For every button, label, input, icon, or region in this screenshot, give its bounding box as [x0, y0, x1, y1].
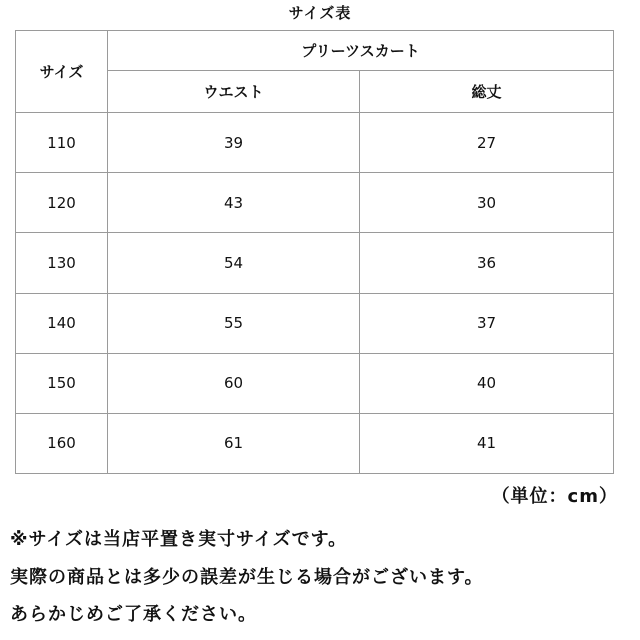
length-header: 総丈 — [360, 71, 614, 113]
length-cell: 30 — [360, 173, 614, 233]
waist-header: ウエスト — [108, 71, 360, 113]
table-row — [16, 413, 614, 473]
table-header-row — [16, 31, 614, 71]
size-header: サイズ — [16, 31, 108, 113]
note-line: あらかじめご了承ください。 — [10, 604, 257, 625]
waist-cell: 43 — [108, 173, 360, 233]
waist-cell: 55 — [108, 293, 360, 353]
size-cell: 130 — [16, 233, 108, 293]
waist-cell: 39 — [108, 113, 360, 173]
size-cell: 160 — [16, 413, 108, 473]
waist-cell: 61 — [108, 413, 360, 473]
table-row — [16, 113, 614, 173]
waist-cell: 54 — [108, 233, 360, 293]
table-row — [16, 293, 614, 353]
group-header: プリーツスカート — [108, 31, 614, 71]
length-cell: 41 — [360, 413, 614, 473]
table-row — [16, 173, 614, 233]
table-row — [16, 353, 614, 413]
length-cell: 27 — [360, 113, 614, 173]
waist-cell: 60 — [108, 353, 360, 413]
size-table — [15, 30, 614, 474]
note-line: ※サイズは当店平置き実寸サイズです。 — [10, 529, 348, 550]
size-cell: 120 — [16, 173, 108, 233]
size-cell: 140 — [16, 293, 108, 353]
length-cell: 40 — [360, 353, 614, 413]
page-title: サイズ表 — [288, 4, 352, 22]
size-cell: 150 — [16, 353, 108, 413]
note-line: 実際の商品とは多少の誤差が生じる場合がございます。 — [10, 567, 484, 588]
length-cell: 36 — [360, 233, 614, 293]
length-cell: 37 — [360, 293, 614, 353]
unit-label: （単位：cm） — [491, 486, 618, 507]
size-cell: 110 — [16, 113, 108, 173]
table-row — [16, 233, 614, 293]
